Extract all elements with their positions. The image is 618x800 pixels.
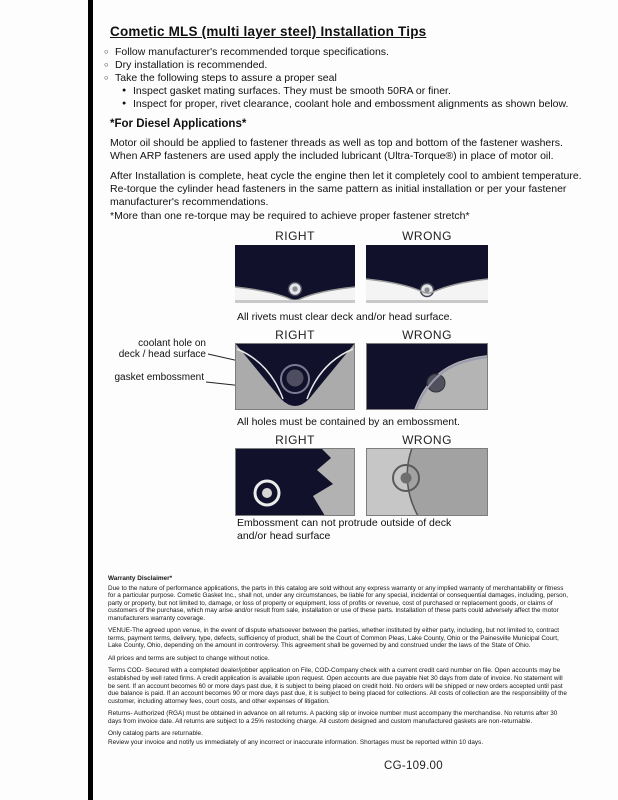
disclaimer-paragraph: Only catalog parts are returnable. <box>108 730 203 738</box>
diagram-rivet-right <box>235 245 355 303</box>
warranty-disclaimer <box>108 575 570 751</box>
page-number: CG-109.00 <box>384 760 443 772</box>
disclaimer-paragraph: Due to the nature of performance applications, the parts in this catalog are sold without any express warranty or any implied warranty of merchantability or fitness for a particular purpose. Cometic Gasket Inc., shall not, under any circumstances, be liable for any special, incidental or consequential damages, including, person, party or property, but not limited to, damage, or loss of property or equipment, loss of profits or revenue, cost of purchased or replacement goods, or claims of customers of the purchase, which may arise and/or result from sale, installation or use of these parts. Installation of these parts could adversely affect the motor manufacturers warranty coverage. <box>108 584 569 622</box>
wrong-heading-row1: WRONG <box>402 229 452 243</box>
diesel-paragraph-1: Motor oil should be applied to fastener threads as well as top and bottom of the fastener washers. When ARP fasteners are used apply the included lubricant (Ultra-Torque®) in place of motor oil. <box>110 137 563 162</box>
disclaimer-heading: Warranty Disclaimer* <box>108 575 173 582</box>
coolant-hole-label-line2: deck / head surface <box>118 349 206 360</box>
disclaimer-paragraph: VENUE-The agreed upon venue, in the event of dispute whatsoever between the parties, whether instituted by either party, including, but not limited to, contract terms, payment terms, delivery, type, defects, sufficiency of product, shall be the Court of Common Pleas, Lake County, Ohio or the Painesville Municipal Court, Lake County, Ohio, depending on the amount in controversy. This agreement shall be governed by and construed under the laws of the State of Ohio. <box>108 627 560 650</box>
disclaimer-paragraph: Terms COD- Secured with a completed dealer/jobber application on File, COD-Company check with a current credit card number on file. Open accounts may be established by well rated firms. A credit application is available upon request. Open accounts are due payable Net 30 days from date of invoice. No statement will be sent. If an account becomes 60 or more days past due, it is subject to being placed on credit hold. No orders will be shipped or new orders accepted until past due balance is paid. If an account becomes 90 or more days past due, it is subject to being placed for collections. All costs of collection are the responsibility of the customer, including attorney fees, court costs, and other expenses of litigation. <box>108 667 567 705</box>
disclaimer-paragraph: All prices and terms are subject to change without notice. <box>108 654 270 662</box>
disclaimer-paragraph: Returns- Authorized (RGA) must be obtained in advance on all returns. A packing slip or invoice number must accompany the merchandise. No returns after 30 days from invoice date. All returns are subject to a 25% restocking charge. All custom designed and custom manufactured gaskets are non-returnable. <box>108 710 558 725</box>
left-margin-rule <box>88 0 93 800</box>
diagram-protrusion-wrong <box>366 448 488 516</box>
wrong-heading-row2: WRONG <box>402 328 452 342</box>
caption-protrusion-line2: and/or head surface <box>237 530 331 542</box>
diesel-applications-heading: *For Diesel Applications* <box>110 118 247 130</box>
diagram-embossment-wrong <box>366 343 488 410</box>
wrong-heading-row3: WRONG <box>402 433 452 447</box>
diagram-embossment-right <box>235 343 355 410</box>
right-heading-row1: RIGHT <box>275 229 315 243</box>
tip-subitem: ● Inspect for proper, rivet clearance, coolant hole and embossment alignments as shown below. <box>122 98 603 110</box>
coolant-hole-label: coolant hole on <box>138 338 206 349</box>
tip-item: ○ Take the following steps to assure a proper seal <box>104 72 585 84</box>
diagram-protrusion-right <box>235 448 355 516</box>
retorque-note: *More than one re-torque may be required to achieve proper fastener stretch* <box>110 210 470 222</box>
caption-protrusion-line1: Embossment can not protrude outside of deck <box>237 517 452 529</box>
tip-subitem: ● Inspect gasket mating surfaces. They must be smooth 50RA or finer. <box>122 85 603 97</box>
diagram-rivet-wrong <box>366 245 488 303</box>
caption-holes: All holes must be contained by an embossment. <box>237 416 460 428</box>
right-heading-row2: RIGHT <box>275 328 315 342</box>
caption-rivets: All rivets must clear deck and/or head surface. <box>237 311 453 323</box>
right-heading-row3: RIGHT <box>275 433 315 447</box>
tip-item: ○ Dry installation is recommended. <box>104 59 585 71</box>
page-title: Cometic MLS (multi layer steel) Installation Tips <box>110 24 427 39</box>
diesel-paragraph-2: After Installation is complete, heat cycle the engine then let it completely cool to ambient temperature. Re-torque the cylinder head fasteners in the same pattern as initial installation or per your fastener manufacturer's recommendations. <box>110 170 582 208</box>
gasket-embossment-label: gasket embossment <box>114 372 204 383</box>
disclaimer-paragraph: Review your invoice and notify us immediately of any incorrect or inaccurate information. Shortages must be reported within 10 days. <box>108 738 484 746</box>
tip-item: ○ Follow manufacturer's recommended torque specifications. <box>104 46 585 58</box>
